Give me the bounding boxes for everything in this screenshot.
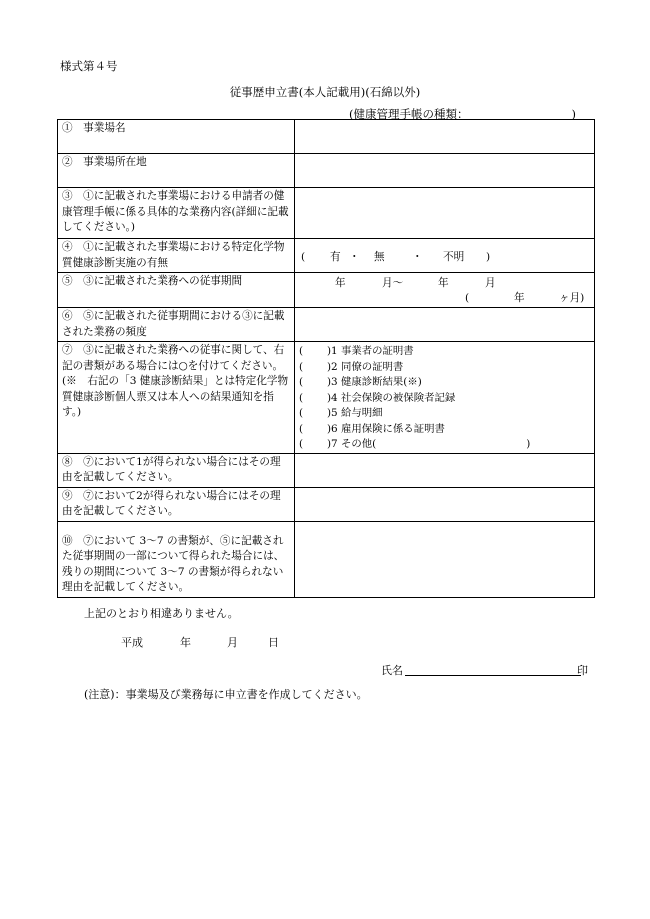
document-item[interactable]: ( )3 健康診断結果(※): [299, 376, 422, 388]
documents-list: [295, 342, 595, 454]
row-frequency: [58, 308, 595, 342]
name-label: 氏名: [381, 664, 403, 677]
choice-separator: ・: [412, 251, 423, 263]
input-workplace-name[interactable]: [295, 120, 595, 154]
declaration-text: 上記のとおり相違ありません。: [84, 607, 239, 620]
document-item[interactable]: ( )6 雇用保険に係る証明書: [299, 422, 445, 435]
label-reason-3-7: ⑩ ⑦において 3～7 の書類が、⑤に記載された従事期間の一部について得られた場合には、残りの期間について 3～7 の書類が得られない理由を記載してください。: [58, 521, 295, 597]
date-era: 平成: [121, 636, 143, 649]
input-workplace-address[interactable]: [295, 154, 595, 188]
row-workplace-name: [58, 120, 595, 154]
period-to-year: 年: [438, 277, 449, 289]
period-total-month: ヶ月): [559, 292, 585, 304]
input-job-details[interactable]: [295, 188, 595, 239]
date-day[interactable]: 日: [268, 636, 279, 649]
form-number: 様式第４号: [60, 59, 118, 73]
document-title: 従事歴申立書(本人記載用)(石綿以外): [229, 85, 421, 99]
document-item[interactable]: ( )2 同僚の証明書: [299, 360, 404, 373]
period-to-month: 月: [485, 277, 496, 289]
period-total-open: (: [465, 292, 470, 304]
label-reason-1: ⑧ ⑦において1が得られない場合にはその理由を記載してください。: [58, 453, 295, 487]
choice-unknown[interactable]: 不明: [443, 251, 465, 263]
notebook-type-label: (健康管理手帳の種類：: [349, 107, 469, 121]
health-checkup-choice[interactable]: [295, 239, 595, 273]
label-job-details: ③ ①に記載された事業場における申請者の健康管理手帳に係る具体的な業務内容(詳細に記載してください。): [58, 188, 295, 239]
document-item-other[interactable]: ( )7 その他( ): [299, 438, 531, 450]
period-total-year: 年: [514, 292, 525, 304]
input-reason-1[interactable]: [295, 453, 595, 487]
label-reason-2: ⑨ ⑦において2が得られない場合にはその理由を記載してください。: [58, 487, 295, 521]
other-close-paren: ): [526, 438, 531, 450]
note-text: (注意)：事業場及び業務毎に申立書を作成してください。: [84, 688, 368, 701]
label-documents: ⑦ ③に記載された業務への従事に関して、右記の書類がある場合には○を付けてください。(※ 右記の「3 健康診断結果」とは特定化学物質健康診断個人票又は本人への結果通知を指す。): [58, 342, 295, 454]
row-work-period: [58, 273, 595, 308]
row-reason-1: [58, 453, 595, 487]
choice-no[interactable]: 無: [374, 251, 385, 263]
label-health-checkup: ④ ①に記載された事業場における特定化学物質健康診断実施の有無: [58, 239, 295, 273]
row-health-checkup: [58, 239, 595, 273]
label-work-period: ⑤ ③に記載された業務への従事期間: [58, 273, 295, 308]
input-work-period[interactable]: [295, 273, 595, 308]
row-reason-2: [58, 487, 595, 521]
name-input-line[interactable]: [405, 675, 581, 676]
choice-open-paren: (: [301, 251, 306, 263]
period-from-month: 月～: [382, 277, 404, 289]
row-reason-3-7: [58, 521, 595, 597]
input-reason-2[interactable]: [295, 487, 595, 521]
choice-separator: ・: [349, 251, 360, 263]
notebook-type-close: ): [571, 107, 576, 121]
application-form-table: [57, 119, 595, 598]
date-month[interactable]: 月: [227, 636, 238, 649]
row-documents: [58, 342, 595, 454]
document-item[interactable]: ( )5 給与明細: [299, 407, 383, 419]
date-year[interactable]: 年: [180, 636, 191, 649]
document-item[interactable]: ( )1 事業者の証明書: [299, 345, 414, 357]
input-frequency[interactable]: [295, 308, 595, 342]
choice-close-paren: ): [486, 251, 491, 263]
row-job-details: [58, 188, 595, 239]
label-frequency: ⑥ ⑤に記載された従事期間における③に記載された業務の頻度: [58, 308, 295, 342]
input-reason-3-7[interactable]: [295, 521, 595, 597]
row-workplace-address: [58, 154, 595, 188]
seal-mark: 印: [577, 664, 588, 677]
label-workplace-address: ② 事業場所在地: [58, 154, 295, 188]
document-item[interactable]: ( )4 社会保険の被保険者記録: [299, 391, 456, 404]
choice-yes[interactable]: 有: [330, 251, 341, 263]
period-from-year: 年: [335, 277, 346, 289]
label-workplace-name: ① 事業場名: [58, 120, 295, 154]
